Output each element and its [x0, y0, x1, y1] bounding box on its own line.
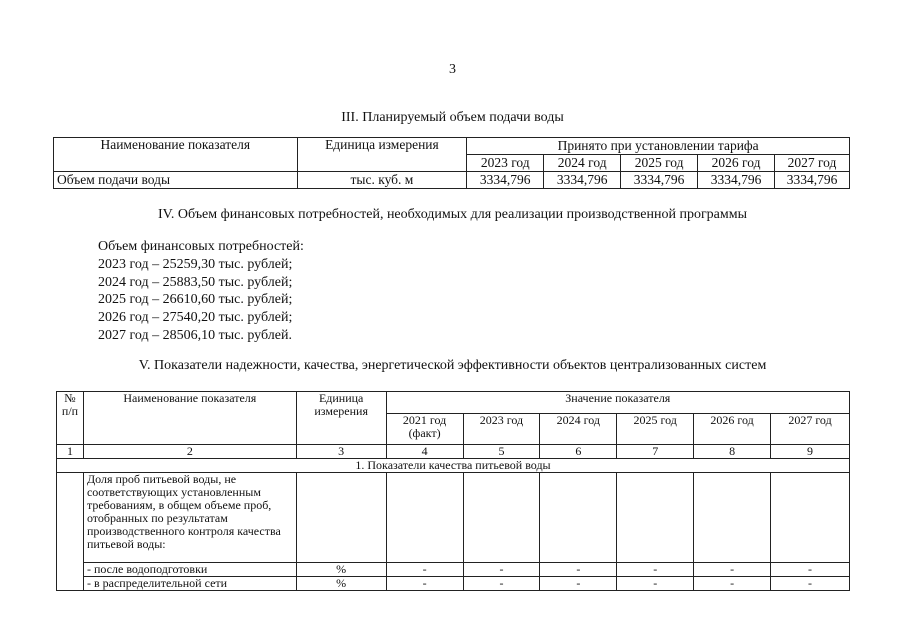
- row-value: -: [771, 577, 850, 591]
- header-year: 2026 год: [694, 414, 771, 445]
- reliability-indicators-table: [56, 391, 850, 591]
- row-value: -: [386, 577, 463, 591]
- row-value: 3334,796: [621, 172, 698, 189]
- column-number: 6: [540, 445, 617, 459]
- header-year: 2023 год: [463, 414, 540, 445]
- column-number: 8: [694, 445, 771, 459]
- column-number: 2: [83, 445, 296, 459]
- financial-needs-intro: Объем финансовых потребностей:: [98, 239, 304, 254]
- row-value: 3334,796: [698, 172, 775, 189]
- row-value: 3334,796: [467, 172, 544, 189]
- row-name: - после водоподготовки: [83, 563, 296, 577]
- table-row: [57, 563, 850, 577]
- row-value: -: [694, 577, 771, 591]
- table-row: [57, 577, 850, 591]
- column-number: 4: [386, 445, 463, 459]
- row-value: -: [540, 577, 617, 591]
- header-unit: Единица измерения: [296, 392, 386, 445]
- row-number-cell: [57, 473, 84, 591]
- header-unit: Единица измерения: [297, 138, 467, 172]
- row-value: -: [617, 563, 694, 577]
- empty-cell: [617, 473, 694, 563]
- column-number: 9: [771, 445, 850, 459]
- row-value: 3334,796: [544, 172, 621, 189]
- header-year: 2021 год (факт): [386, 414, 463, 445]
- financial-needs-line: 2027 год – 28506,10 тыс. рублей.: [98, 327, 292, 343]
- header-indicator-name: Наименование показателя: [54, 138, 298, 172]
- financial-needs-line: 2024 год – 25883,50 тыс. рублей;: [98, 274, 293, 290]
- row-name: Объем подачи воды: [54, 172, 298, 189]
- row-unit: тыс. куб. м: [297, 172, 467, 189]
- empty-cell: [386, 473, 463, 563]
- table-row: [54, 172, 850, 189]
- financial-needs-list: [98, 238, 304, 345]
- header-year: 2025 год: [621, 155, 698, 172]
- column-number: 3: [296, 445, 386, 459]
- row-value: -: [771, 563, 850, 577]
- empty-cell: [463, 473, 540, 563]
- header-year: 2027 год: [775, 155, 850, 172]
- header-year: 2024 год: [540, 414, 617, 445]
- section-4-heading: IV. Объем финансовых потребностей, необходимых для реализации производственной программы: [157, 207, 748, 222]
- row-unit: %: [296, 563, 386, 577]
- header-year: 2025 год: [617, 414, 694, 445]
- empty-cell: [296, 473, 386, 563]
- column-number: 5: [463, 445, 540, 459]
- header-number: № п/п: [57, 392, 84, 445]
- row-value: -: [463, 563, 540, 577]
- header-tariff-group: Принято при установлении тарифа: [467, 138, 850, 155]
- header-year: 2026 год: [698, 155, 775, 172]
- table-row: [57, 473, 850, 563]
- water-supply-volume-table: [53, 137, 850, 189]
- row-value: -: [694, 563, 771, 577]
- section-3-heading: III. Планируемый объем подачи воды: [341, 110, 564, 125]
- empty-cell: [694, 473, 771, 563]
- header-year: 2024 год: [544, 155, 621, 172]
- row-value: -: [463, 577, 540, 591]
- page-number: 3: [449, 62, 456, 77]
- header-year: 2023 год: [467, 155, 544, 172]
- header-value-group: Значение показателя: [386, 392, 849, 414]
- financial-needs-line: 2025 год – 26610,60 тыс. рублей;: [98, 292, 293, 308]
- empty-cell: [771, 473, 850, 563]
- empty-cell: [540, 473, 617, 563]
- financial-needs-line: 2023 год – 25259,30 тыс. рублей;: [98, 256, 293, 272]
- header-year: 2027 год: [771, 414, 850, 445]
- column-number: 1: [57, 445, 84, 459]
- row-value: -: [386, 563, 463, 577]
- row-value: 3334,796: [775, 172, 850, 189]
- financial-needs-line: 2026 год – 27540,20 тыс. рублей;: [98, 310, 293, 326]
- section-5-heading: V. Показатели надежности, качества, энергетической эффективности объектов централизованных систем: [138, 358, 767, 373]
- row-value: -: [540, 563, 617, 577]
- column-number: 7: [617, 445, 694, 459]
- column-number-row: [57, 445, 850, 459]
- row-unit: %: [296, 577, 386, 591]
- row-name: - в распределительной сети: [83, 577, 296, 591]
- indicator-name: Доля проб питьевой воды, не соответствующих установленным требованиям, в общем объеме проб, отобранных по результатам производственного контроля качества питьевой воды:: [83, 473, 296, 563]
- header-indicator-name: Наименование показателя: [83, 392, 296, 445]
- subsection-title: 1. Показатели качества питьевой воды: [57, 459, 850, 473]
- row-value: -: [617, 577, 694, 591]
